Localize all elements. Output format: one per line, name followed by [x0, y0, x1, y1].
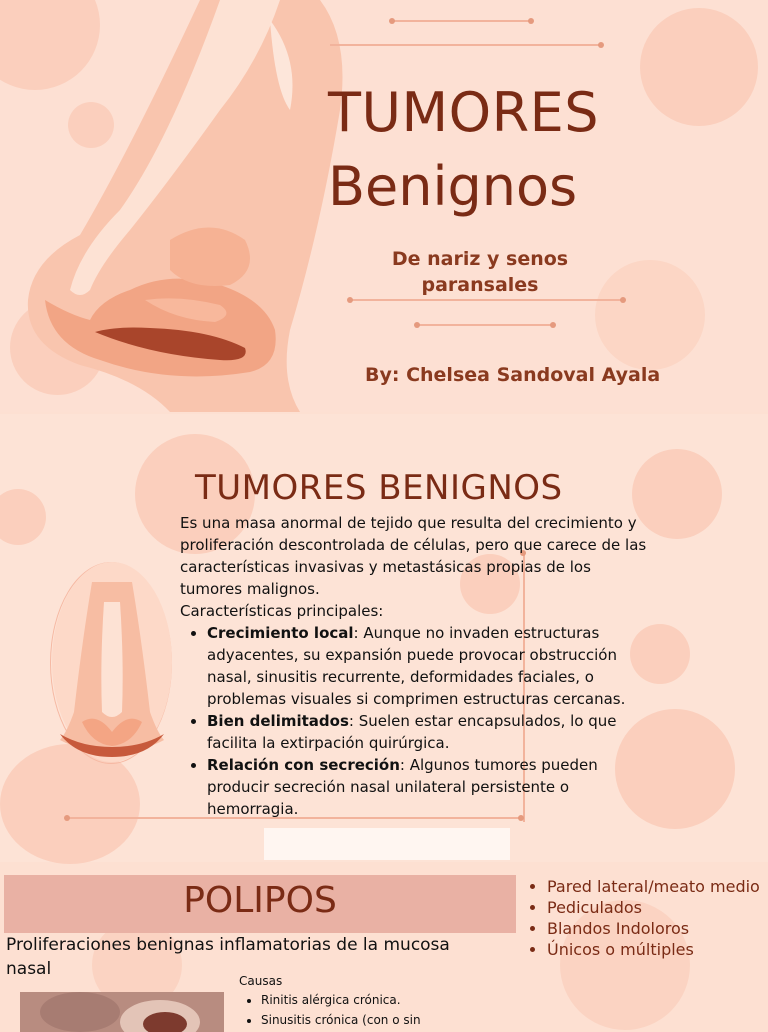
decor-circle — [0, 489, 46, 545]
nose-front-icon — [52, 562, 172, 762]
decor-circle — [595, 260, 705, 370]
list-item: • Blandos Indoloros — [547, 918, 768, 939]
divider-dot — [598, 42, 604, 48]
item-term: Crecimiento local — [207, 624, 354, 642]
item-text: : Aunque no invaden estructuras adyacentes, su expansión puede provocar obstrucción nasal, sinusitis recurrente, deformidades faciales, o problemas visuales si comprimen estructuras cercanas. — [207, 624, 626, 708]
item-text: : Algunos tumores pueden producir secreción nasal unilateral persistente o hemorragia. — [207, 756, 598, 818]
divider-dot — [389, 18, 395, 24]
polipos-features-list — [525, 876, 768, 960]
list-item: • Pared lateral/meato medio — [547, 876, 768, 897]
divider — [330, 44, 600, 46]
list-item: • Rinitis alérgica crónica. — [261, 990, 471, 1010]
characteristics-label: Características principales: — [180, 602, 384, 620]
divider-dot — [414, 322, 420, 328]
list-item — [207, 710, 650, 754]
causas-label: Causas — [239, 974, 283, 988]
causas-list — [245, 990, 471, 1030]
cover-panel — [0, 0, 768, 412]
list-item — [207, 754, 650, 820]
divider — [350, 299, 625, 301]
definition-text: Es una masa anormal de tejido que resulta del crecimiento y proliferación descontrolada de células, pero que carece de las características invasivas y metastásicas propias de los tumores malignos. — [180, 514, 647, 598]
divider — [418, 324, 553, 326]
divider-dot — [347, 297, 353, 303]
list-item: • Únicos o múltiples — [547, 939, 768, 960]
author-byline: By: Chelsea Sandoval Ayala — [365, 364, 661, 386]
item-term: Bien delimitados — [207, 712, 349, 730]
list-item: • Sinusitis crónica (con o sin — [261, 1010, 471, 1030]
divider — [392, 20, 532, 22]
blank-strip — [264, 828, 510, 860]
cover-subtitle: De nariz y senos paransales — [391, 248, 569, 296]
polipos-title: POLIPOS — [183, 880, 337, 921]
divider-dot — [64, 815, 70, 821]
characteristics-list — [180, 622, 650, 820]
item-term: Relación con secreción — [207, 756, 400, 774]
decor-circle — [640, 8, 758, 126]
section-heading: TUMORES BENIGNOS — [195, 468, 563, 508]
divider-dot — [550, 322, 556, 328]
list-item — [207, 622, 650, 710]
nose-profile-icon — [20, 0, 350, 412]
polipos-description: Proliferaciones benignas inflamatorias de la mucosa nasal — [6, 935, 450, 979]
polyp-photo — [20, 992, 224, 1032]
divider-dot — [528, 18, 534, 24]
cover-title-line2: Benignos — [328, 155, 578, 218]
polyp-photo-image — [20, 992, 224, 1032]
item-text: : Suelen estar encapsulados, lo que facilita la extirpación quirúrgica. — [207, 712, 617, 752]
section-body — [180, 512, 650, 820]
divider-dot — [620, 297, 626, 303]
list-item: • Pediculados — [547, 897, 768, 918]
cover-title-line1: TUMORES — [328, 81, 600, 144]
